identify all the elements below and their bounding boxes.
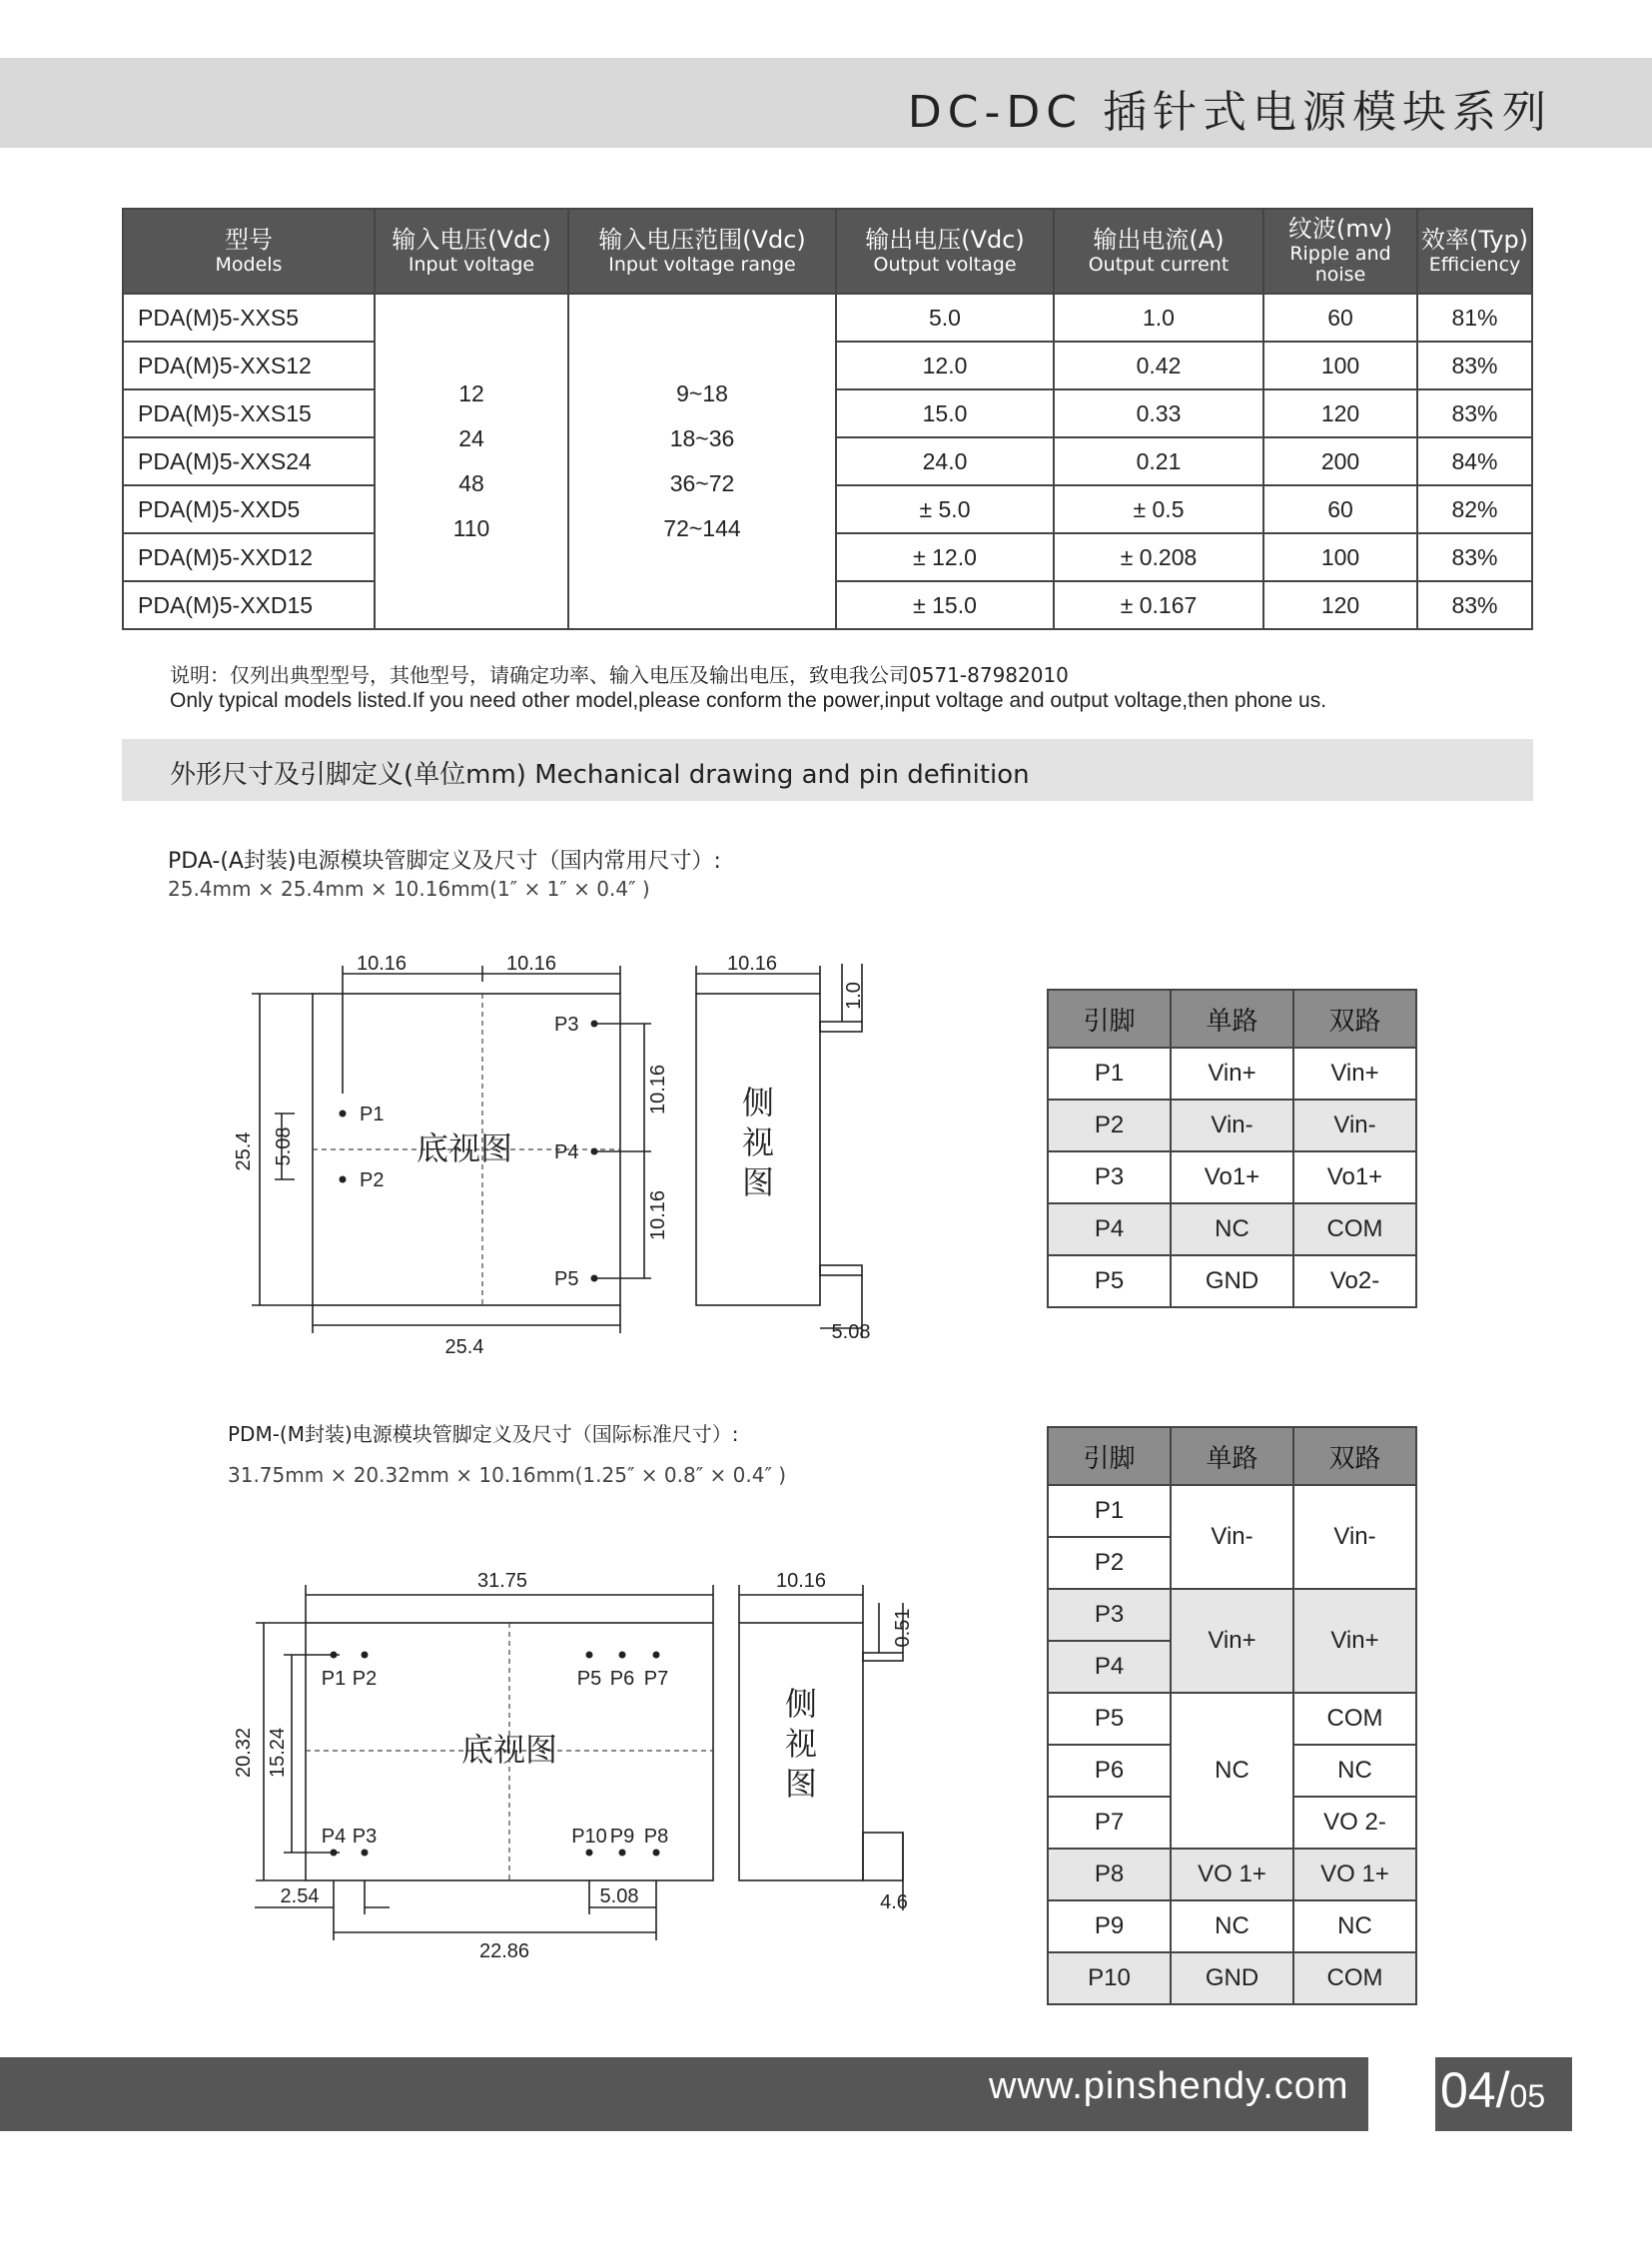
pda-side-view-label: 视: [741, 1124, 775, 1160]
note-english: Only typical models listed.If you need other model,please conform the power,input voltage and output voltage,then phone us.: [170, 689, 1327, 712]
footer-url[interactable]: www.pinshendy.com: [989, 2065, 1349, 2107]
ripple-cell: 120: [1263, 389, 1417, 437]
col-header-single: 单路: [1171, 1427, 1293, 1485]
pdm-dimensions: 31.75mm × 20.32mm × 10.16mm(1.25″ × 0.8″ × 0.4″ ): [228, 1463, 787, 1487]
pda-dim-height: 25.4: [233, 1131, 255, 1171]
table-row: P2 Vin- Vin-: [1048, 1100, 1416, 1151]
pdm-dim-side-width: 10.16: [775, 1570, 827, 1592]
table-row: P1 Vin- Vin-: [1048, 1485, 1416, 1537]
pda-pin-label: P2: [360, 1169, 385, 1191]
vout-cell: ± 12.0: [836, 533, 1054, 581]
vout-cell: 15.0: [836, 389, 1054, 437]
page-number: [1440, 2061, 1545, 2119]
table-row: P6 NC: [1048, 1745, 1416, 1797]
pda-dim-top-1: 10.16: [356, 953, 408, 975]
model-cell: PDA(M)5-XXD12: [123, 533, 375, 581]
pda-dim-pin-length: 1.0: [843, 982, 865, 1010]
col-header-pin: 引脚: [1048, 990, 1171, 1048]
col-header-single: 单路: [1171, 990, 1293, 1048]
col-header-pin: 引脚: [1048, 1427, 1171, 1485]
col-header-input-range: 输入电压范围(Vdc) Input voltage range: [568, 209, 836, 294]
pdm-dim-pin-span: 22.86: [478, 1940, 530, 1962]
pdm-bottom-view-label: 底视图: [460, 1731, 558, 1769]
model-cell: PDA(M)5-XXS5: [123, 294, 375, 342]
pdm-side-view-label: 图: [784, 1766, 818, 1802]
pda-dim-pin-spacing: 5.08: [273, 1126, 295, 1166]
pda-caption: PDA-(A封装)电源模块管脚定义及尺寸（国内常用尺寸）:: [168, 849, 721, 874]
col-header-output-current: 输出电流(A) Output current: [1054, 209, 1263, 294]
model-cell: PDA(M)5-XXS12: [123, 342, 375, 389]
input-range-cell: 9~18 18~36 36~72 72~144: [568, 294, 836, 629]
pdm-dim-pin-height: 4.6: [880, 1891, 908, 1913]
pdm-pin-label: P7: [643, 1668, 669, 1690]
iout-cell: 1.0: [1054, 294, 1263, 342]
pdm-pin-label: P8: [643, 1826, 669, 1848]
iout-cell: ± 0.208: [1054, 533, 1263, 581]
pda-pin-label: P4: [554, 1141, 579, 1163]
table-row: P5 GND Vo2-: [1048, 1255, 1416, 1307]
pda-drawing: [220, 944, 919, 1363]
pdm-side-view-label: 视: [784, 1726, 818, 1762]
ripple-cell: 60: [1263, 294, 1417, 342]
page-total: 05: [1509, 2078, 1546, 2114]
eff-cell: 82%: [1417, 485, 1532, 533]
pdm-dim-length: 31.75: [476, 1570, 528, 1592]
col-header-output-voltage: 输出电压(Vdc) Output voltage: [836, 209, 1054, 294]
col-header-dual: 双路: [1293, 1427, 1416, 1485]
input-voltage-cell: 12 24 48 110: [375, 294, 568, 629]
iout-cell: 0.42: [1054, 342, 1263, 389]
col-header-efficiency: 效率(Typ) Efficiency: [1417, 209, 1532, 294]
col-header-models: 型号 Models: [123, 209, 375, 294]
vout-cell: 12.0: [836, 342, 1054, 389]
vout-cell: 24.0: [836, 437, 1054, 485]
pdm-pin-label: P9: [609, 1826, 635, 1848]
pin-header-row: [1048, 990, 1416, 1048]
eff-cell: 81%: [1417, 294, 1532, 342]
ripple-cell: 60: [1263, 485, 1417, 533]
pdm-drawing: [220, 1543, 939, 1962]
pda-dim-bottom: 25.4: [444, 1336, 484, 1358]
table-row: P8 VO 1+ VO 1+: [1048, 1849, 1416, 1900]
ripple-cell: 120: [1263, 581, 1417, 629]
table-row: P1 Vin+ Vin+: [1048, 1048, 1416, 1100]
vout-cell: ± 5.0: [836, 485, 1054, 533]
pda-dimensions: 25.4mm × 25.4mm × 10.16mm(1″ × 1″ × 0.4″ ): [168, 877, 650, 901]
model-cell: PDA(M)5-XXS24: [123, 437, 375, 485]
note-chinese: 说明：仅列出典型型号，其他型号，请确定功率、输入电压及输出电压，致电我公司0571-87982010: [170, 663, 1069, 687]
section-title: 外形尺寸及引脚定义(单位mm) Mechanical drawing and pin definition: [170, 760, 1030, 790]
model-cell: PDA(M)5-XXD5: [123, 485, 375, 533]
pdm-dim-pin-row-spacing: 15.24: [267, 1727, 289, 1779]
iout-cell: ± 0.167: [1054, 581, 1263, 629]
pdm-pin-label: P6: [609, 1668, 635, 1690]
table-row: P9 NC NC: [1048, 1900, 1416, 1952]
table-row: P4: [1048, 1641, 1416, 1693]
pdm-dim-pin-length: 0.51: [892, 1608, 914, 1648]
pdm-dim-height: 20.32: [233, 1727, 255, 1779]
pdm-pin-label: P2: [352, 1668, 378, 1690]
eff-cell: 83%: [1417, 389, 1532, 437]
pda-side-view-label: 图: [741, 1164, 775, 1200]
eff-cell: 84%: [1417, 437, 1532, 485]
pdm-pin-table: [1047, 1426, 1417, 2005]
col-header-dual: 双路: [1293, 990, 1416, 1048]
iout-cell: ± 0.5: [1054, 485, 1263, 533]
col-header-ripple: 纹波(mv) Ripple and noise: [1263, 209, 1417, 294]
eff-cell: 83%: [1417, 342, 1532, 389]
pda-dim-right-2: 10.16: [647, 1189, 669, 1241]
pdm-side-view-label: 侧: [784, 1686, 818, 1722]
spec-header-row: [123, 209, 1532, 294]
eff-cell: 83%: [1417, 533, 1532, 581]
table-row: [123, 294, 1532, 342]
pda-dim-right-1: 10.16: [647, 1064, 669, 1116]
pda-dim-side-width: 10.16: [726, 953, 778, 975]
table-row: P7 VO 2-: [1048, 1797, 1416, 1849]
pdm-dim-pin-spacing: 5.08: [599, 1885, 639, 1907]
pda-dim-pin-offset: 5.08: [831, 1321, 871, 1343]
pda-pin-label: P5: [554, 1268, 579, 1290]
pdm-pin-label: P10: [571, 1826, 607, 1848]
model-cell: PDA(M)5-XXD15: [123, 581, 375, 629]
vout-cell: ± 15.0: [836, 581, 1054, 629]
page-title: DC-DC 插针式电源模块系列: [907, 87, 1552, 138]
table-row: P3 Vin+ Vin+: [1048, 1589, 1416, 1641]
table-row: P4 NC COM: [1048, 1203, 1416, 1255]
pdm-pin-label: P3: [352, 1826, 378, 1848]
ripple-cell: 200: [1263, 437, 1417, 485]
pdm-pin-label: P4: [321, 1826, 347, 1848]
table-row: P5 NC COM: [1048, 1693, 1416, 1745]
model-cell: PDA(M)5-XXS15: [123, 389, 375, 437]
iout-cell: 0.21: [1054, 437, 1263, 485]
pda-pin-label: P3: [554, 1014, 579, 1036]
pdm-pin-label: P1: [321, 1668, 347, 1690]
table-row: P2: [1048, 1537, 1416, 1589]
vout-cell: 5.0: [836, 294, 1054, 342]
spec-table: [122, 208, 1533, 630]
pda-side-view-label: 侧: [741, 1085, 775, 1120]
pdm-dim-edge-offset: 2.54: [280, 1885, 320, 1907]
table-row: P10 GND COM: [1048, 1952, 1416, 2004]
table-row: P3 Vo1+ Vo1+: [1048, 1151, 1416, 1203]
pdm-pin-label: P5: [576, 1668, 602, 1690]
pda-dim-top-2: 10.16: [505, 953, 557, 975]
ripple-cell: 100: [1263, 342, 1417, 389]
pin-header-row: [1048, 1427, 1416, 1485]
pda-pin-label: P1: [360, 1104, 385, 1125]
page-current: 04/: [1440, 2062, 1510, 2118]
pda-pin-table: [1047, 989, 1417, 1308]
col-header-input-voltage: 输入电压(Vdc) Input voltage: [375, 209, 568, 294]
pda-bottom-view-label: 底视图: [415, 1129, 513, 1167]
iout-cell: 0.33: [1054, 389, 1263, 437]
eff-cell: 83%: [1417, 581, 1532, 629]
ripple-cell: 100: [1263, 533, 1417, 581]
pdm-caption: PDM-(M封装)电源模块管脚定义及尺寸（国际标准尺寸）:: [228, 1422, 739, 1446]
